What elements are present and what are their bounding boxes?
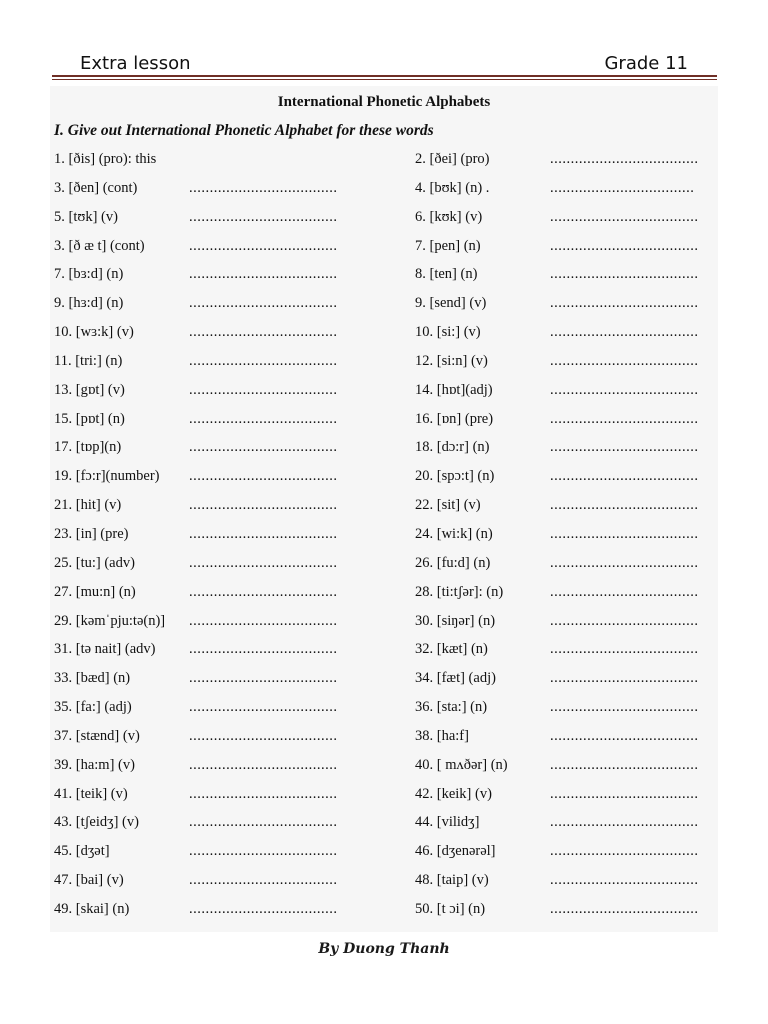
exercise-item: 10. [wɜ:k] (v) (54, 324, 134, 341)
exercise-item: 1. [ðis] (pro): this (54, 151, 157, 167)
page-header (80, 46, 688, 74)
exercise-item: 13. [gɒt] (v) (54, 381, 125, 398)
answer-blank: .................................... (189, 900, 338, 917)
answer-blank: .................................... (550, 525, 699, 542)
answer-blank: ................................... (550, 179, 695, 196)
exercise-item: 33. [bæd] (n) (54, 670, 131, 687)
answer-blank: .................................... (550, 554, 699, 571)
exercise-item: 5. [tʊk] (v) (54, 208, 118, 225)
exercise-item: 10. [si:] (v) (415, 324, 481, 341)
answer-blank: .................................... (550, 756, 699, 773)
exercise-item: 26. [fu:d] (n) (415, 554, 491, 571)
exercise-item: 18. [dɔ:r] (n) (415, 439, 490, 456)
answer-blank: .................................... (189, 554, 338, 571)
answer-blank: .................................... (189, 468, 338, 485)
answer-blank: .................................... (189, 381, 338, 398)
answer-blank: .................................... (550, 410, 699, 427)
answer-blank: .................................... (550, 439, 699, 456)
exercise-item: 15. [pɒt] (n) (54, 410, 125, 427)
exercise-item: 30. [siŋər] (n) (415, 612, 496, 629)
answer-blank: .................................... (189, 410, 338, 427)
exercise-item: 48. [taip] (v) (415, 872, 489, 889)
exercise-row (50, 408, 718, 437)
author-signature: By Duong Thanh (318, 941, 450, 957)
answer-blank: .................................... (189, 179, 338, 196)
exercise-item: 36. [sta:] (n) (415, 699, 488, 716)
exercise-item: 35. [fa:] (adj) (54, 699, 132, 716)
exercise-item: 20. [spɔ:t] (n) (415, 468, 495, 485)
exercise-item: 6. [kʊk] (v) (415, 208, 483, 225)
exercise-row (50, 350, 718, 379)
answer-blank: .................................... (550, 237, 699, 254)
exercise-row (50, 638, 718, 667)
exercise-row (50, 898, 718, 927)
exercise-item: 39. [ha:m] (v) (54, 756, 135, 773)
answer-blank: .................................... (550, 468, 699, 485)
exercise-row (50, 436, 718, 465)
exercise-item: 42. [keik] (v) (415, 785, 492, 802)
answer-blank: .................................... (189, 583, 338, 600)
answer-blank: .................................... (550, 583, 699, 600)
exercise-item: 44. [vilidʒ] (415, 814, 480, 831)
exercise-item: 28. [ti:tʃər]: (n) (415, 583, 504, 600)
answer-blank: .................................... (189, 814, 338, 831)
exercise-row (50, 725, 718, 754)
exercise-row (50, 465, 718, 494)
answer-blank: .................................... (189, 497, 338, 514)
answer-blank: .................................... (189, 872, 338, 889)
answer-blank: .................................... (189, 237, 338, 254)
exercise-item: 31. [tə nait] (adv) (54, 641, 156, 658)
answer-blank: .................................... (189, 843, 338, 860)
exercise-row (50, 494, 718, 523)
exercise-item: 37. [stænd] (v) (54, 727, 140, 744)
exercise-row (50, 581, 718, 610)
exercise-item: 29. [kəmˈpju:tə(n)] (54, 612, 166, 629)
exercise-row (50, 754, 718, 783)
exercise-item: 14. [hɒt](adj) (415, 381, 493, 398)
exercise-item: 7. [pen] (n) (415, 237, 481, 254)
answer-blank: .................................... (550, 670, 699, 687)
answer-blank: .................................... (189, 727, 338, 744)
answer-blank: .................................... (550, 699, 699, 716)
exercise-item: 4. [bʊk] (n) . (415, 179, 490, 196)
exercise-row (50, 177, 718, 206)
section-heading: I. Give out International Phonetic Alphabet for these words (54, 122, 434, 139)
exercise-item: 47. [bai] (v) (54, 872, 124, 889)
answer-blank: .................................... (189, 785, 338, 802)
answer-blank: .................................... (189, 612, 338, 629)
header-rule-thin (52, 79, 717, 80)
exercise-item: 41. [teik] (v) (54, 785, 128, 802)
exercise-row (50, 840, 718, 869)
lesson-label: Extra lesson (80, 53, 191, 74)
exercise-item: 23. [in] (pre) (54, 525, 129, 542)
grade-label: Grade 11 (604, 53, 688, 74)
exercise-item: 8. [ten] (n) (415, 266, 478, 283)
document-title: International Phonetic Alphabets (277, 94, 491, 110)
exercise-item: 21. [hit] (v) (54, 497, 122, 514)
answer-blank: .................................... (550, 900, 699, 917)
answer-blank: .................................... (189, 208, 338, 225)
exercise-row (50, 523, 718, 552)
exercise-item: 40. [ mʌðər] (n) (415, 756, 508, 773)
exercise-list (50, 148, 718, 927)
answer-blank: .................................... (189, 641, 338, 658)
exercise-item: 25. [tu:] (adv) (54, 554, 135, 571)
answer-blank: .................................... (189, 756, 338, 773)
exercise-item: 9. [hɜ:d] (n) (54, 295, 124, 312)
answer-blank: .................................... (550, 295, 699, 312)
exercise-item: 43. [tʃeidʒ] (v) (54, 814, 139, 831)
exercise-row (50, 811, 718, 840)
answer-blank: .................................... (550, 612, 699, 629)
exercise-item: 27. [mu:n] (n) (54, 583, 136, 600)
answer-blank: .................................... (189, 525, 338, 542)
exercise-item: 46. [dʒenərəl] (415, 843, 496, 860)
exercise-item: 32. [kæt] (n) (415, 641, 488, 658)
exercise-row (50, 667, 718, 696)
answer-blank: .................................... (550, 208, 699, 225)
exercise-row (50, 696, 718, 725)
answer-blank: .................................... (550, 872, 699, 889)
exercise-item: 7. [bɜ:d] (n) (54, 266, 124, 283)
exercise-row (50, 552, 718, 581)
answer-blank: .................................... (550, 785, 699, 802)
exercise-item: 45. [dʒət] (54, 843, 110, 860)
exercise-row (50, 379, 718, 408)
exercise-row (50, 148, 718, 177)
exercise-item: 2. [ðei] (pro) (415, 151, 490, 167)
exercise-item: 38. [ha:f] (415, 727, 469, 744)
exercise-row (50, 235, 718, 264)
answer-blank: .................................... (189, 266, 338, 283)
exercise-item: 50. [t ɔi] (n) (415, 900, 486, 917)
answer-blank: .................................... (550, 324, 699, 341)
answer-blank: .................................... (189, 295, 338, 312)
exercise-item: 12. [si:n] (v) (415, 352, 488, 369)
exercise-item: 3. [ðen] (cont) (54, 179, 138, 196)
exercise-row (50, 321, 718, 350)
exercise-item: 49. [skai] (n) (54, 900, 130, 917)
exercise-row (50, 610, 718, 639)
answer-blank: .................................... (550, 266, 699, 283)
exercise-item: 19. [fɔ:r](number) (54, 468, 160, 485)
worksheet (50, 86, 718, 932)
exercise-item: 24. [wi:k] (n) (415, 525, 493, 542)
exercise-item: 9. [send] (v) (415, 295, 487, 312)
answer-blank: .................................... (189, 324, 338, 341)
exercise-row (50, 206, 718, 235)
exercise-row (50, 783, 718, 812)
exercise-item: 17. [tɒp](n) (54, 439, 122, 456)
exercise-item: 11. [tri:] (n) (54, 352, 123, 369)
answer-blank: .................................... (550, 497, 699, 514)
answer-blank: .................................... (550, 151, 699, 167)
exercise-row (50, 869, 718, 898)
exercise-row (50, 263, 718, 292)
answer-blank: .................................... (189, 439, 338, 456)
header-rule (52, 75, 717, 77)
answer-blank: .................................... (550, 843, 699, 860)
answer-blank: .................................... (550, 814, 699, 831)
exercise-item: 22. [sit] (v) (415, 497, 481, 514)
exercise-row (50, 292, 718, 321)
answer-blank: .................................... (550, 727, 699, 744)
answer-blank: .................................... (189, 699, 338, 716)
exercise-item: 34. [fæt] (adj) (415, 670, 496, 687)
answer-blank: .................................... (189, 352, 338, 369)
answer-blank: .................................... (550, 352, 699, 369)
answer-blank: .................................... (189, 670, 338, 687)
answer-blank: .................................... (550, 641, 699, 658)
exercise-item: 3. [ð æ t] (cont) (54, 237, 145, 254)
exercise-item: 16. [ɒn] (pre) (415, 410, 494, 427)
answer-blank: .................................... (550, 381, 699, 398)
